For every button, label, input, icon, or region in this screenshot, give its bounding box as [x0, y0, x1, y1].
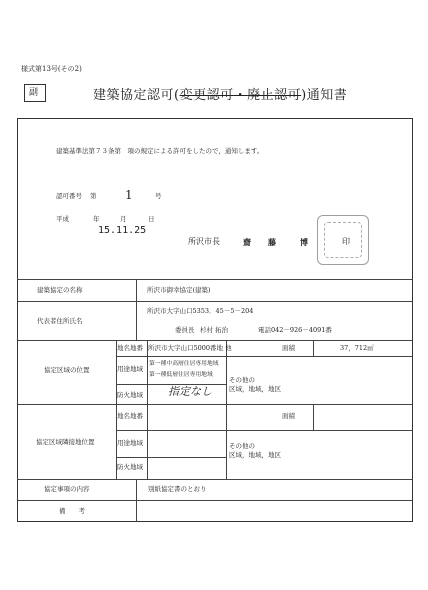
use-zone-label: 用途地域	[117, 365, 143, 373]
area-value: 37，712㎡	[340, 344, 374, 352]
col-divider-sublabel	[147, 340, 148, 479]
title-prefix: 建築協定認可(	[93, 88, 180, 103]
agreement-name-label: 建築協定の名称	[37, 286, 83, 294]
col-divider-area-2	[313, 404, 314, 430]
date-month-label: 月	[120, 215, 127, 223]
other-zone-label-1: その他の	[229, 376, 255, 384]
table-top-line	[17, 279, 413, 280]
col-divider-label	[136, 279, 137, 340]
row-divider-3	[116, 356, 413, 357]
other-zone-label-2: 区域，地域，地区	[229, 385, 281, 393]
area-label: 面積	[282, 344, 295, 352]
representative-role: 委員長	[175, 326, 195, 334]
form-number: 様式第13号(その2)	[21, 65, 82, 73]
issuer-name-2: 藤	[268, 237, 276, 247]
parcel-label: 地名地番	[117, 344, 143, 352]
representative-name: 杉村 拓治	[200, 326, 229, 334]
title-strike-change: 変更認可	[179, 88, 234, 103]
adjacent-other-zone-label-2: 区域，地域，地区	[229, 451, 281, 459]
adjacent-other-zone-label-1: その他の	[229, 442, 255, 450]
adjacent-parcel-label: 地名地番	[117, 412, 143, 420]
document-title	[93, 89, 347, 102]
issuer-title: 所沢市長	[188, 237, 220, 246]
col-divider-section	[116, 340, 117, 479]
issuer-name-3: 博	[300, 237, 308, 247]
remarks-label: 備 考	[59, 507, 85, 515]
date-era: 平成	[56, 215, 69, 223]
representative-phone: 電話042－926－4091番	[258, 326, 332, 334]
date-year-label: 年	[93, 215, 100, 223]
content-value: 別紙協定書のとおり	[148, 485, 207, 493]
permit-suffix: 号	[155, 192, 162, 200]
row-divider-1	[17, 301, 413, 302]
use-zone-value-2: 第一種低層住居専用地域	[149, 372, 213, 378]
agreement-name-value: 所沢市御幸協定(建築)	[147, 286, 211, 294]
use-zone-value-1: 第一種中高層住居専用地域	[149, 361, 219, 367]
seal-mark: 印	[342, 237, 350, 246]
row-divider-7	[116, 457, 226, 458]
duplicate-mark: 副	[29, 88, 39, 98]
adjacent-fire-zone-label: 防火地域	[117, 463, 143, 471]
permit-prefix: 第	[90, 192, 97, 200]
fire-zone-value: 指定なし	[168, 385, 212, 398]
area-location-label: 協定区域の位置	[44, 366, 90, 374]
col-divider-value	[226, 340, 227, 479]
col-divider-bottom	[136, 479, 137, 522]
parcel-value: 所沢市大字山口5000番地 他	[148, 344, 232, 352]
content-label: 協定事項の内容	[44, 485, 90, 493]
issuer-name-1: 齋	[243, 237, 251, 247]
row-divider-2	[17, 340, 413, 341]
row-divider-9	[17, 500, 413, 501]
fire-zone-label: 防火地域	[117, 391, 143, 399]
date-day-label: 日	[148, 215, 155, 223]
permit-number: 1	[125, 188, 133, 202]
representative-address: 所沢市大字山口5353．45－5－204	[147, 307, 254, 315]
row-divider-8	[17, 479, 413, 480]
col-divider-area-1	[313, 340, 314, 356]
adjacent-use-zone-label: 用途地域	[117, 439, 143, 447]
permit-label: 認可番号	[56, 192, 82, 200]
row-divider-6	[116, 430, 413, 431]
date-value: 15.11.25	[98, 225, 147, 236]
legal-statement: 建築基準法第７３条第 項の規定による許可をしたので，通知します。	[56, 147, 264, 155]
title-strike-abolish: 廃止認可	[247, 88, 302, 103]
representative-label: 代表者住所氏名	[37, 317, 83, 325]
title-strike-separator: ・	[233, 88, 248, 103]
adjacent-area-label: 面積	[282, 412, 295, 420]
title-suffix: )通知書	[301, 88, 348, 103]
adjacent-location-label: 協定区域隣接地位置	[36, 438, 95, 446]
row-divider-5	[17, 404, 413, 405]
